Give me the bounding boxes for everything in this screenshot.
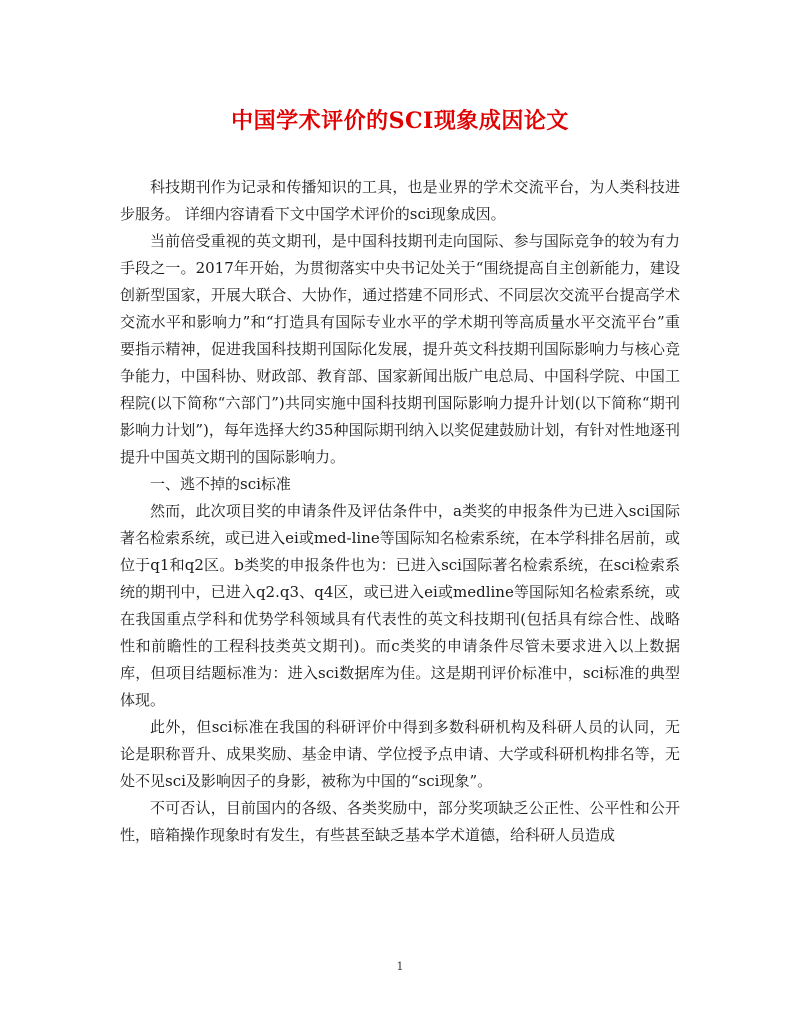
document-body — [120, 174, 680, 849]
paragraph-sci-phenomenon: 此外，但sci标准在我国的科研评价中得到多数科研机构及科研人员的认同，无论是职称晋升、成果奖励、基金申请、学位授予点申请、大学或科研机构排名等，无处不见sci及影响因子的身影，被称为中国的“sci现象”。 — [120, 718, 680, 790]
document-title: 中国学术评价的SCI现象成因论文 — [231, 108, 569, 134]
paragraph-award-conditions: 然而，此次项目奖的申请条件及评估条件中，a类奖的申报条件为已进入sci国际著名检索系统，或已进入ei或med-line等国际知名检索系统，在本学科排名居前，或位于q1和q2区。b类奖的申报条件也为：已进入sci国际著名检索系统，在sci检索系统的期刊中，已进入q2.q3、q4区，或已进入ei或medline等国际知名检索系统，或在我国重点学科和优势学科领域具有代表性的英文科技期刊(包括具有综合性、战略性和前瞻性的工程科技类英文期刊)。而c类奖的申请条件尽管未要求进入以上数据库，但项目结题标准为：进入sci数据库为佳。这是期刊评价标准中，sci标准的典型体现。 — [120, 502, 680, 709]
page-number: 1 — [396, 960, 404, 973]
paragraph-fairness: 不可否认，目前国内的各级、各类奖励中，部分奖项缺乏公正性、公平性和公开性，暗箱操作现象时有发生，有些甚至缺乏基本学术道德，给科研人员造成 — [120, 799, 680, 844]
paragraph-intro: 科技期刊作为记录和传播知识的工具，也是业界的学术交流平台，为人类科技进步服务。 详细内容请看下文中国学术评价的sci现象成因。 — [120, 178, 680, 223]
section-heading-sci-standard: 一、逃不掉的sci标准 — [150, 475, 291, 493]
paragraph-background: 当前倍受重视的英文期刊，是中国科技期刊走向国际、参与国际竞争的较为有力手段之一。2017年开始，为贯彻落实中央书记处关于“围绕提高自主创新能力，建设创新型国家，开展大联合、大协作，通过搭建不同形式、不同层次交流平台提高学术交流水平和影响力”和“打造具有国际专业水平的学术期刊等高质量水平交流平台”重要指示精神，促进我国科技期刊国际化发展，提升英文科技期刊国际影响力与核心竞争能力，中国科协、财政部、教育部、国家新闻出版广电总局、中国科学院、中国工程院(以下简称“六部门”)共同实施中国科技期刊国际影响力提升计划(以下简称“期刊影响力计划”)，每年选择大约35种国际期刊纳入以奖促建鼓励计划，有针对性地逐刊提升中国英文期刊的国际影响力。 — [120, 232, 680, 466]
